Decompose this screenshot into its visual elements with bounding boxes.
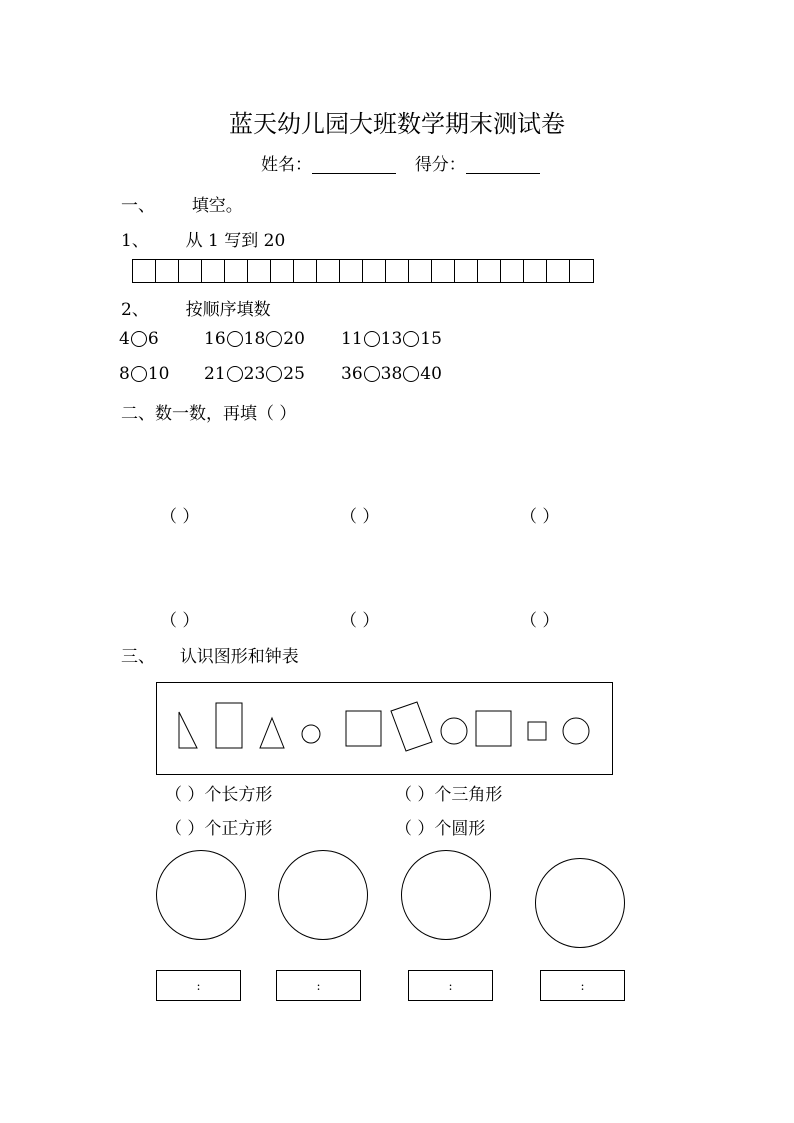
grid-cell[interactable]: [202, 260, 225, 282]
tilted-rectangle-shape: [391, 702, 432, 751]
rectangle-shape: [216, 703, 242, 748]
sequence-number: 6: [147, 329, 159, 349]
sequence-number: 18: [243, 329, 266, 349]
sequence-number: 15: [420, 329, 442, 349]
clock-face-3: [401, 850, 491, 940]
section2-heading: 二、数一数，再填（ ）: [121, 404, 297, 424]
grid-cell[interactable]: [225, 260, 248, 282]
question1-heading: [121, 226, 285, 251]
sequence-group: [204, 364, 305, 384]
section1-title: 填空。: [191, 196, 243, 216]
answer-circle[interactable]: [131, 366, 147, 382]
sequence-number: 16: [204, 329, 226, 349]
grid-cell[interactable]: [501, 260, 524, 282]
count-answer-5[interactable]: （ ）: [340, 611, 380, 631]
shapes-panel: [156, 682, 613, 775]
sequence-number: 25: [283, 364, 305, 384]
rectangle-count-label: 个长方形: [204, 785, 273, 805]
time-box-1[interactable]: :: [156, 970, 241, 1001]
grid-cell[interactable]: [432, 260, 455, 282]
triangle-count: [395, 780, 502, 805]
number-writing-grid: [132, 259, 594, 283]
sequence-number: 21: [204, 364, 226, 384]
count-answer-3[interactable]: （ ）: [520, 507, 560, 527]
count-answer-6[interactable]: （ ）: [520, 611, 560, 631]
grid-cell[interactable]: [133, 260, 156, 282]
time-box-3[interactable]: :: [408, 970, 493, 1001]
shapes-figure: [157, 683, 614, 776]
question2-text: 按顺序填数: [185, 300, 271, 320]
time-box-4[interactable]: :: [540, 970, 625, 1001]
triangle-count-label: 个三角形: [434, 785, 503, 805]
page-title: 蓝天幼儿园大班数学期末测试卷: [229, 110, 565, 138]
circle-shape-2: [563, 718, 589, 744]
sequence-group: [119, 329, 159, 349]
circle-count-blank[interactable]: （ ）: [395, 819, 435, 839]
grid-cell[interactable]: [455, 260, 478, 282]
clock-face-1: [156, 850, 246, 940]
grid-cell[interactable]: [294, 260, 317, 282]
section1-number: 一、: [121, 196, 155, 216]
clock-face-4: [535, 858, 625, 948]
sequence-number: 4: [119, 329, 130, 349]
grid-cell[interactable]: [478, 260, 501, 282]
square-shape: [346, 711, 381, 746]
grid-cell[interactable]: [409, 260, 432, 282]
score-label: 得分：: [414, 155, 466, 175]
section3-title: 认识图形和钟表: [179, 647, 299, 667]
sequence-group: [119, 364, 169, 384]
right-triangle-shape: [179, 712, 197, 748]
sequence-number: 36: [341, 364, 363, 384]
grid-cell[interactable]: [248, 260, 271, 282]
sequence-number: 40: [420, 364, 442, 384]
sequence-number: 8: [119, 364, 130, 384]
answer-circle[interactable]: [364, 366, 380, 382]
header-info: [261, 150, 540, 175]
answer-circle[interactable]: [227, 331, 243, 347]
answer-circle[interactable]: [227, 366, 243, 382]
grid-cell[interactable]: [386, 260, 409, 282]
sequence-number: 11: [341, 329, 363, 349]
question1-number: 1、: [121, 231, 149, 251]
square-count-label: 个正方形: [204, 819, 273, 839]
triangle-count-blank[interactable]: （ ）: [395, 785, 435, 805]
square-count: [165, 814, 272, 839]
grid-cell[interactable]: [271, 260, 294, 282]
grid-cell[interactable]: [156, 260, 179, 282]
time-box-2[interactable]: :: [276, 970, 361, 1001]
name-label: 姓名：: [261, 155, 312, 175]
answer-circle[interactable]: [403, 366, 419, 382]
answer-circle[interactable]: [403, 331, 419, 347]
grid-cell[interactable]: [524, 260, 547, 282]
small-square-shape: [528, 722, 546, 740]
grid-cell[interactable]: [179, 260, 202, 282]
grid-cell[interactable]: [340, 260, 363, 282]
sequence-number: 13: [380, 329, 403, 349]
count-answer-1[interactable]: （ ）: [160, 507, 200, 527]
answer-circle[interactable]: [131, 331, 147, 347]
count-answer-2[interactable]: （ ）: [340, 507, 380, 527]
section1-heading: [121, 191, 243, 216]
sequence-number: 23: [243, 364, 266, 384]
name-blank[interactable]: [312, 155, 396, 174]
question2-number: 2、: [121, 300, 149, 320]
answer-circle[interactable]: [364, 331, 380, 347]
sequence-group: [204, 329, 305, 349]
grid-cell[interactable]: [547, 260, 570, 282]
grid-cell[interactable]: [317, 260, 340, 282]
answer-circle[interactable]: [266, 366, 282, 382]
sequence-number: 10: [147, 364, 170, 384]
answer-circle[interactable]: [266, 331, 282, 347]
section3-number: 三、: [121, 647, 155, 667]
sequence-number: 38: [380, 364, 403, 384]
count-answer-4[interactable]: （ ）: [160, 611, 200, 631]
clock-face-2: [278, 850, 368, 940]
section3-heading: [121, 642, 299, 667]
question2-heading: [121, 295, 271, 320]
circle-shape: [441, 718, 467, 744]
sequence-group: [341, 364, 442, 384]
square-shape-2: [476, 711, 511, 746]
rectangle-count: [165, 780, 272, 805]
sequence-group: [341, 329, 442, 349]
rectangle-count-blank[interactable]: （ ）: [165, 785, 205, 805]
score-blank[interactable]: [466, 155, 540, 174]
circle-count-label: 个圆形: [434, 819, 486, 839]
sequence-number: 20: [283, 329, 305, 349]
triangle-shape: [260, 718, 284, 748]
small-circle-shape: [302, 725, 320, 743]
square-count-blank[interactable]: （ ）: [165, 819, 205, 839]
question1-text: 从 1 写到 20: [185, 231, 286, 251]
grid-cell[interactable]: [570, 260, 593, 282]
grid-cell[interactable]: [363, 260, 386, 282]
circle-count: [395, 814, 485, 839]
